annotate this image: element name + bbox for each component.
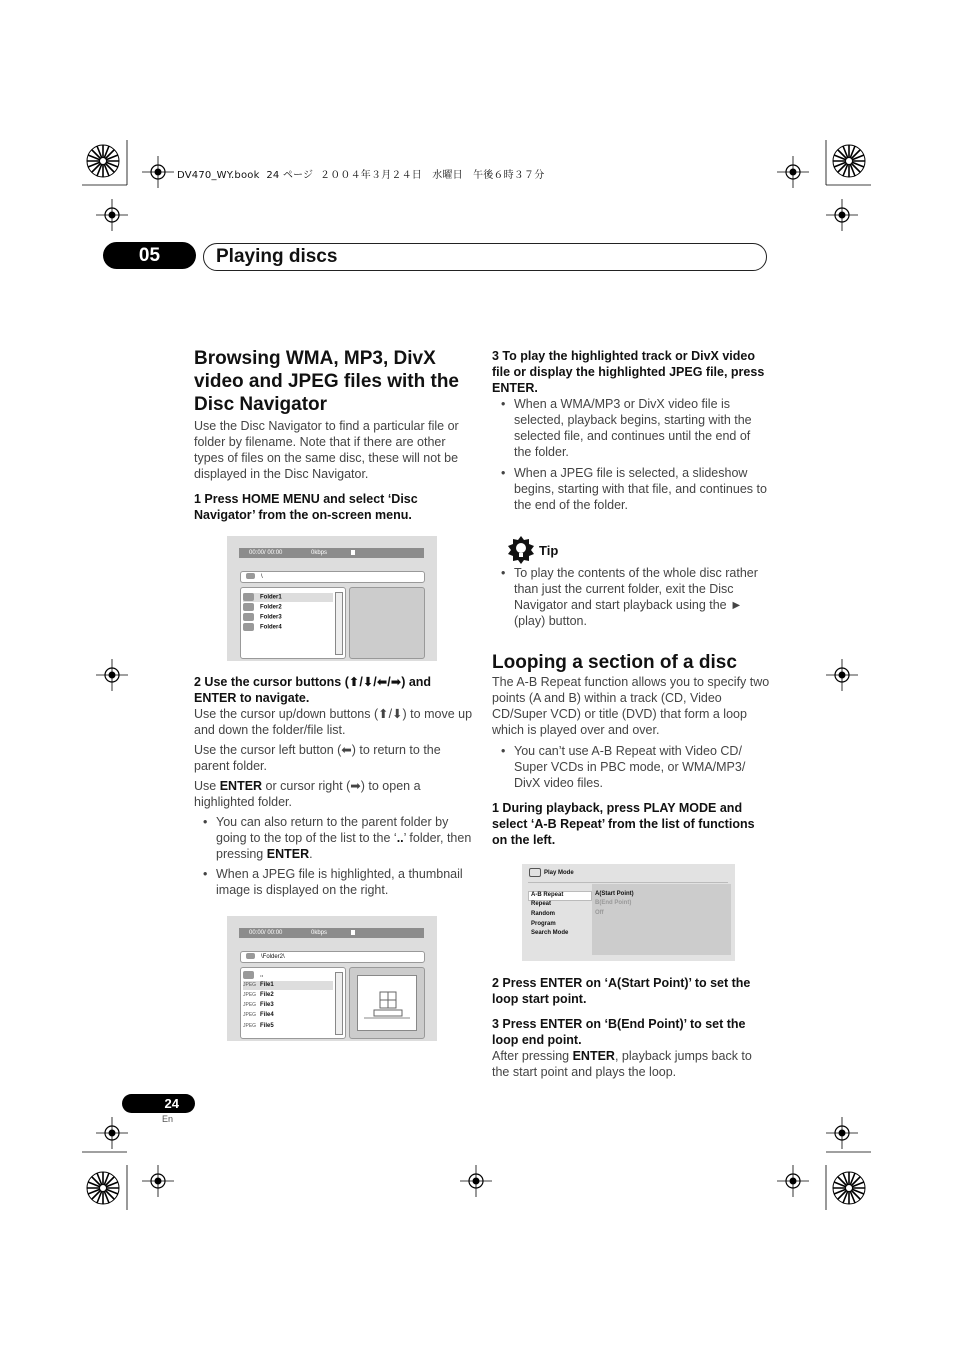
folder-icon xyxy=(246,953,255,959)
step-r2-heading: 2 Press ENTER on ‘A(Start Point)’ to set the loop start point. xyxy=(492,976,751,1006)
lightbulb-icon xyxy=(506,535,536,565)
step-1-heading: 1 Press HOME MENU and select ‘Disc Navigator’ from the on-screen menu. xyxy=(194,492,418,522)
tip-label: Tip xyxy=(539,543,559,558)
bullet-ab-restriction: • You can’t use A-B Repeat with Video CD/ Super VCDs in PBC mode, or WMA/MP3/ DivX video files. xyxy=(492,743,772,791)
scrollbar[interactable] xyxy=(335,592,343,655)
list-item[interactable]: JPEG File3 xyxy=(243,1002,274,1008)
list-item[interactable]: JPEG File4 xyxy=(243,1012,274,1018)
option-off[interactable]: Off xyxy=(595,910,604,916)
menu-item-ab-repeat[interactable]: A-B Repeat xyxy=(531,892,564,898)
thumbnail-area xyxy=(349,967,425,1039)
menu-item-search-mode[interactable]: Search Mode xyxy=(531,930,569,936)
menu-item-program[interactable]: Program xyxy=(531,921,556,927)
left-column xyxy=(194,347,474,523)
folder-icon xyxy=(243,593,254,601)
list-item[interactable]: Folder1 xyxy=(243,593,333,602)
menu-item-repeat[interactable]: Repeat xyxy=(531,901,552,907)
updown-paragraph: Use the cursor up/down buttons (⬆/⬇) to move up and down the folder/file list. xyxy=(194,707,473,737)
list-item-parent[interactable]: .. xyxy=(243,971,333,979)
folder-list[interactable] xyxy=(240,587,346,659)
bullet-jpeg-thumbnail: • When a JPEG file is highlighted, a thumbnail image is displayed on the right. xyxy=(194,866,474,898)
section-title-looping: Looping a section of a disc xyxy=(492,652,737,673)
right-column xyxy=(492,348,767,513)
thumbnail-area xyxy=(349,587,425,659)
list-item[interactable]: JPEG File5 xyxy=(243,1023,274,1029)
bullet-jpeg-slideshow: • When a JPEG file is selected, a slideshow begins, starting with that file, and continues to the end of the folder. xyxy=(492,465,767,513)
disc-navigator-screen-folders xyxy=(227,536,437,661)
bullet-wma-mp3: • When a WMA/MP3 or DivX video file is selected, playback begins, starting with the selected file, and continues until the end of the folder. xyxy=(492,396,767,460)
step-2-heading: 2 Use the cursor buttons (⬆/⬇/⬅/➡) and ENTER to navigate. xyxy=(194,675,432,705)
jpeg-thumbnail-image xyxy=(357,975,417,1031)
disc-navigator-screen-files xyxy=(227,916,437,1041)
options-panel xyxy=(592,884,731,955)
folder-icon xyxy=(246,573,255,579)
option-end-point[interactable]: B(End Point) xyxy=(595,900,632,906)
left-button-paragraph: Use the cursor left button (⬅) to return to the parent folder. xyxy=(194,743,441,773)
list-item[interactable]: JPEG File2 xyxy=(243,992,274,998)
play-mode-screen xyxy=(522,864,735,961)
list-item[interactable]: Folder4 xyxy=(243,623,333,632)
enter-paragraph: Use ENTER or cursor right (➡) to open a highlighted folder. xyxy=(194,779,421,809)
status-bar: 00:00/ 00:00 0kbps xyxy=(239,928,424,938)
looping-section xyxy=(492,651,772,848)
right-steps-lower xyxy=(492,975,767,1080)
play-mode-icon xyxy=(529,868,541,877)
section-title-browsing: Browsing WMA, MP3, DivX video and JPEG files with the Disc Navigator xyxy=(194,348,459,415)
looping-intro: The A-B Repeat function allows you to specify two points (A and B) within a track (CD, Video CD/Super VCD) or title (DVD) that form a loop which is played over and over. xyxy=(492,675,770,737)
list-item[interactable]: Folder2 xyxy=(243,603,333,612)
page-number: 24 xyxy=(122,1094,195,1113)
intro-paragraph: Use the Disc Navigator to find a particular file or folder by filename. Note that if there are other types of files on the same disc, these will not be displayed in the Disc Navigator. xyxy=(194,419,459,481)
folder-icon xyxy=(243,623,254,631)
divider xyxy=(528,882,728,883)
bullet-parent-folder: • You can also return to the parent folder by going to the top of the list to the ‘..’ folder, then pressing ENTER. xyxy=(194,814,474,862)
chapter-number-badge: 05 xyxy=(103,242,196,269)
language-label: En xyxy=(162,1114,174,1124)
tip-block xyxy=(492,565,767,629)
list-item[interactable]: JPEG File1 xyxy=(243,981,333,990)
step-r1-heading: 1 During playback, press PLAY MODE and select ‘A-B Repeat’ from the list of functions on the left. xyxy=(492,801,755,847)
step-r3-heading: 3 Press ENTER on ‘B(End Point)’ to set the loop end point. xyxy=(492,1017,746,1047)
left-column-lower xyxy=(194,674,474,898)
stop-indicator xyxy=(351,930,355,935)
after-enter-paragraph: After pressing ENTER, playback jumps back to the start point and plays the loop. xyxy=(492,1049,752,1079)
play-mode-title: Play Mode xyxy=(529,868,574,877)
scrollbar[interactable] xyxy=(335,972,343,1035)
menu-item-random[interactable]: Random xyxy=(531,911,555,917)
path-box: \ xyxy=(240,571,425,583)
book-info-header: DV470_WY.book 24 ページ ２００４年３月２４日 水曜日 午後６時３７分 xyxy=(177,170,545,181)
tip-text: • To play the contents of the whole disc rather than just the current folder, exit the Disc Navigator and start playback using the ► (play) button. xyxy=(492,565,767,629)
chapter-title: Playing discs xyxy=(203,243,767,271)
path-box: \Folder2\ xyxy=(240,951,425,963)
list-item[interactable]: Folder3 xyxy=(243,613,333,622)
tip-icon xyxy=(506,535,536,565)
step-3-heading: 3 To play the highlighted track or DivX video file or display the highlighted JPEG file, press ENTER. xyxy=(492,349,765,395)
sofa-picture-icon xyxy=(358,976,416,1030)
stop-indicator xyxy=(351,550,355,555)
status-bar: 00:00/ 00:00 0kbps xyxy=(239,548,424,558)
folder-up-icon xyxy=(243,971,254,979)
file-list[interactable] xyxy=(240,967,346,1039)
option-start-point[interactable]: A(Start Point) xyxy=(595,891,634,897)
folder-icon xyxy=(243,613,254,621)
folder-icon xyxy=(243,603,254,611)
